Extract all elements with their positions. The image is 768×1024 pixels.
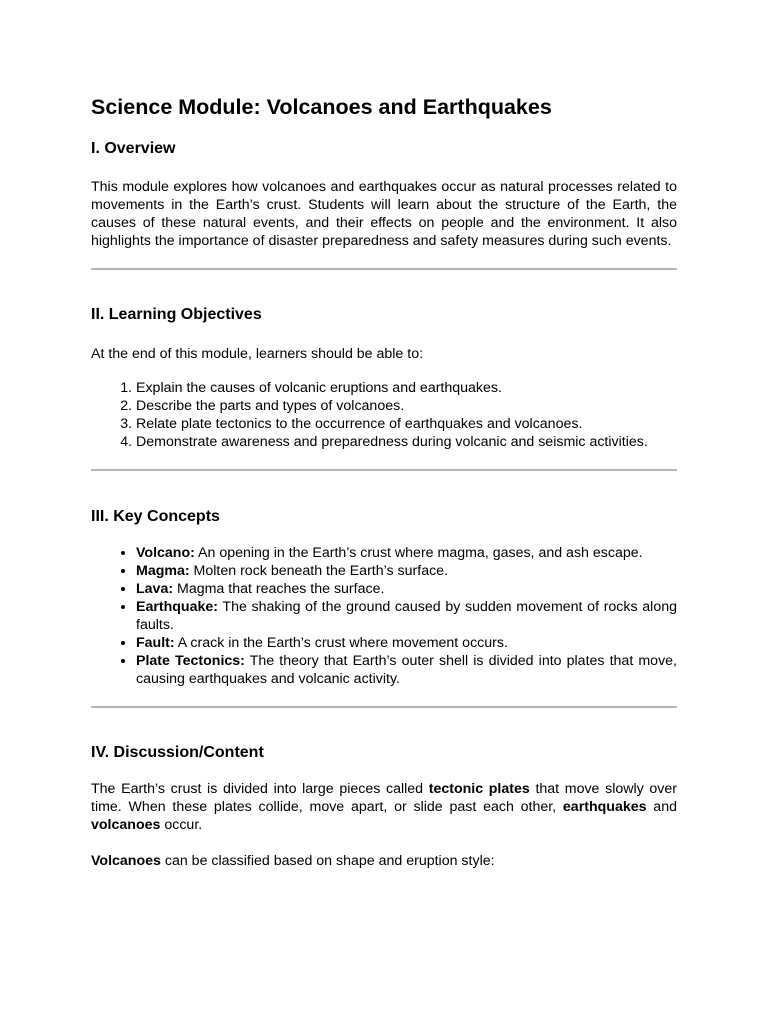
concept-definition: A crack in the Earth’s crust where movement occurs. [174, 635, 508, 651]
discussion-bold-term: earthquakes [562, 799, 647, 815]
discussion-paragraph [91, 780, 677, 834]
section-divider [91, 268, 677, 270]
section-divider [91, 469, 677, 471]
concept-term: Plate Tectonics: [136, 653, 245, 669]
volcanoes-bold-term: Volcanoes [91, 853, 161, 869]
volcanoes-paragraph [91, 852, 677, 870]
concepts-list [91, 544, 677, 688]
discussion-bold-term: tectonic plates [428, 781, 530, 797]
overview-paragraph: This module explores how volcanoes and earthquakes occur as natural processes related to movements in the Earth’s crust. Students will learn about the structure of the Earth, the causes of these natural events, and their effects on people and the environment. It also highlights the importance of disaster preparedness and safety measures during such events. [91, 179, 677, 249]
concept-definition: The theory that Earth’s outer shell is divided into plates that move, causing earthquakes and volcanic activity. [136, 653, 677, 687]
concept-term: Earthquake: [136, 599, 218, 615]
objectives-intro: At the end of this module, learners should be able to: [91, 346, 424, 362]
volcanoes-text-part: can be classified based on shape and eruption style: [160, 853, 495, 869]
concept-term: Lava: [136, 581, 174, 597]
concept-item [136, 544, 677, 562]
concept-definition: Magma that reaches the surface. [173, 581, 385, 597]
objectives-heading: II. Learning Objectives [91, 306, 262, 323]
objectives-list [91, 379, 677, 451]
concept-term: Magma: [136, 563, 190, 579]
concept-definition: The shaking of the ground caused by sudden movement of rocks along faults. [136, 599, 677, 633]
concept-definition: An opening in the Earth’s crust where magma, gases, and ash escape. [194, 545, 643, 561]
concepts-heading: III. Key Concepts [91, 508, 220, 525]
concept-term: Volcano: [136, 545, 195, 561]
discussion-heading: IV. Discussion/Content [91, 744, 264, 761]
discussion-text-part: and [646, 799, 677, 815]
objective-item: 1. Explain the causes of volcanic eruptions and earthquakes. [136, 379, 677, 397]
document-title: Science Module: Volcanoes and Earthquakes [91, 95, 552, 119]
overview-heading: I. Overview [91, 140, 176, 157]
objective-item: 3. Relate plate tectonics to the occurrence of earthquakes and volcanoes. [136, 415, 677, 433]
concept-item [136, 598, 677, 634]
discussion-bold-term: volcanoes [91, 817, 161, 833]
concept-item [136, 652, 677, 688]
objective-item: 2. Describe the parts and types of volcanoes. [136, 397, 677, 415]
section-divider [91, 706, 677, 708]
concept-item [136, 634, 677, 652]
concept-term: Fault: [136, 635, 175, 651]
document-content [91, 92, 677, 870]
discussion-text-part: The Earth’s crust is divided into large pieces called [91, 781, 429, 797]
discussion-text-part: occur. [160, 817, 203, 833]
concept-item [136, 562, 677, 580]
concept-definition: Molten rock beneath the Earth’s surface. [189, 563, 449, 579]
discussion-text-part: that move slowly over time. When these plates collide, move apart, or slide past each other, [91, 781, 677, 815]
objective-item: 4. Demonstrate awareness and preparedness during volcanic and seismic activities. [136, 433, 677, 451]
concept-item [136, 580, 677, 598]
